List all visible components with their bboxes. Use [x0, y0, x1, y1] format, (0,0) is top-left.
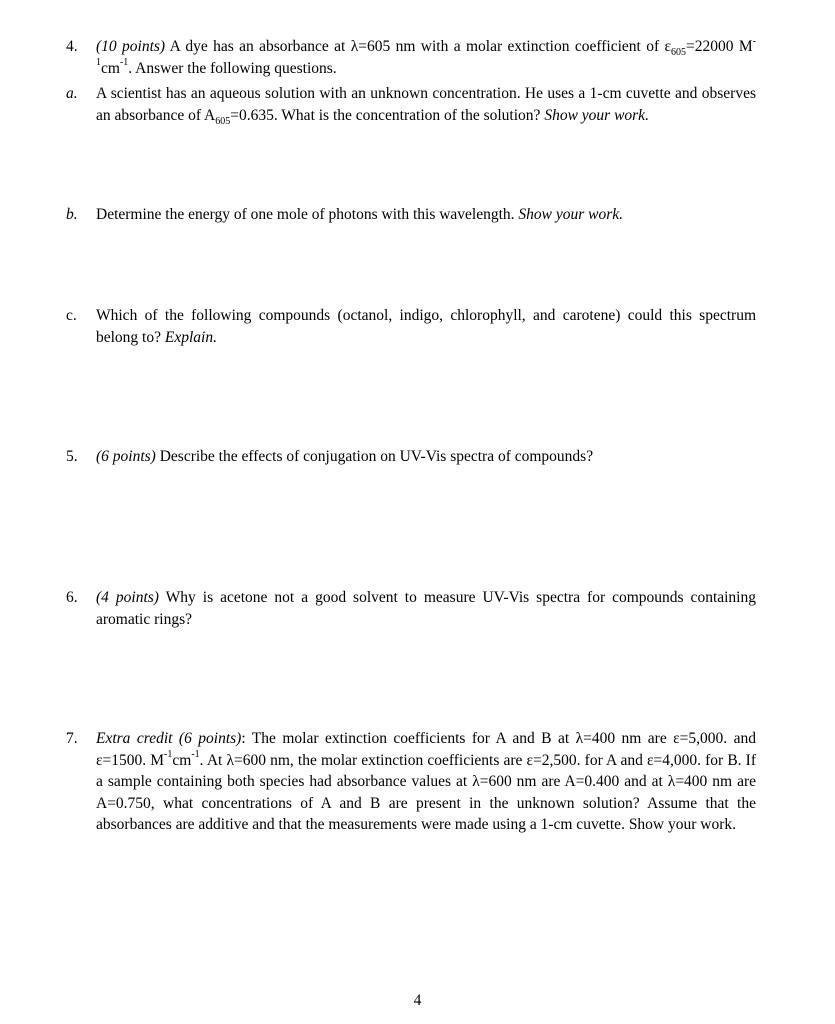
- question-4b: [66, 204, 756, 226]
- question-6-number: 6.: [66, 589, 78, 606]
- question-4a-instruction: Show your work.: [544, 106, 649, 124]
- question-4b-text: Determine the energy of one mole of photons with this wavelength. Show your work.: [96, 206, 624, 223]
- question-6-text: (4 points) Why is acetone not a good solvent to measure UV-Vis spectra for compounds containing aromatic rings?: [96, 589, 756, 628]
- question-5-number: 5.: [66, 448, 78, 465]
- question-4b-letter: b.: [66, 206, 78, 223]
- question-5-points: (6 points): [96, 448, 156, 465]
- question-4-number: 4.: [66, 38, 78, 55]
- question-7-label: Extra credit: [96, 730, 173, 747]
- question-7: [66, 728, 756, 836]
- question-4c: [66, 305, 756, 348]
- question-6-points: (4 points): [96, 589, 159, 606]
- question-4-text: (10 points) A dye has an absorbance at λ=605 nm with a molar extinction coefficient of $\varepsilon_{605}=22000$ $M^{-1}cm^{-1}$. Answer the following questions.: [96, 35, 756, 77]
- question-4b-instruction: Show your work.: [518, 206, 624, 223]
- question-4a-letter: a.: [66, 85, 78, 102]
- question-7-points: (6 points): [178, 730, 242, 747]
- question-5: [66, 446, 756, 468]
- question-5-text: (6 points) Describe the effects of conjugation on UV-Vis spectra of compounds?: [96, 448, 594, 465]
- page-number: 4: [413, 992, 422, 1009]
- question-6: [66, 587, 756, 630]
- question-4c-text: Which of the following compounds (octanol, indigo, chlorophyll, and carotene) could this spectrum belong to? Explain.: [96, 307, 756, 346]
- question-4a: [66, 83, 756, 126]
- question-4c-letter: c.: [66, 307, 77, 324]
- question-4: [66, 36, 756, 79]
- question-4a-text: A scientist has an aqueous solution with an unknown concentration. He uses a 1-cm cuvette and observes an absorbance of $A_{605}=0.635$. What is the concentration of the solution? Show your work.: [96, 85, 756, 127]
- question-7-text: Extra credit (6 points): The molar extinction coefficients for A and B at λ=400 nm are ε=5,000. and ε=1500. $M^{-1}cm^{-1}$. At λ=600 nm, the molar extinction coefficients are ε=2,500. for A and ε=4,000. for B. If a sample containing both species had absorbance values at λ=600 nm are A=0.400 and at λ=400 nm are A=0.750, what concentrations of A and B are present in the unknown solution? Assume that the absorbances are additive and that the measurements were made using a 1-cm cuvette. Show your work.: [96, 730, 756, 833]
- question-4-points: (10 points): [96, 38, 166, 55]
- question-4c-instruction: Explain.: [164, 328, 217, 346]
- question-7-number: 7.: [66, 730, 78, 747]
